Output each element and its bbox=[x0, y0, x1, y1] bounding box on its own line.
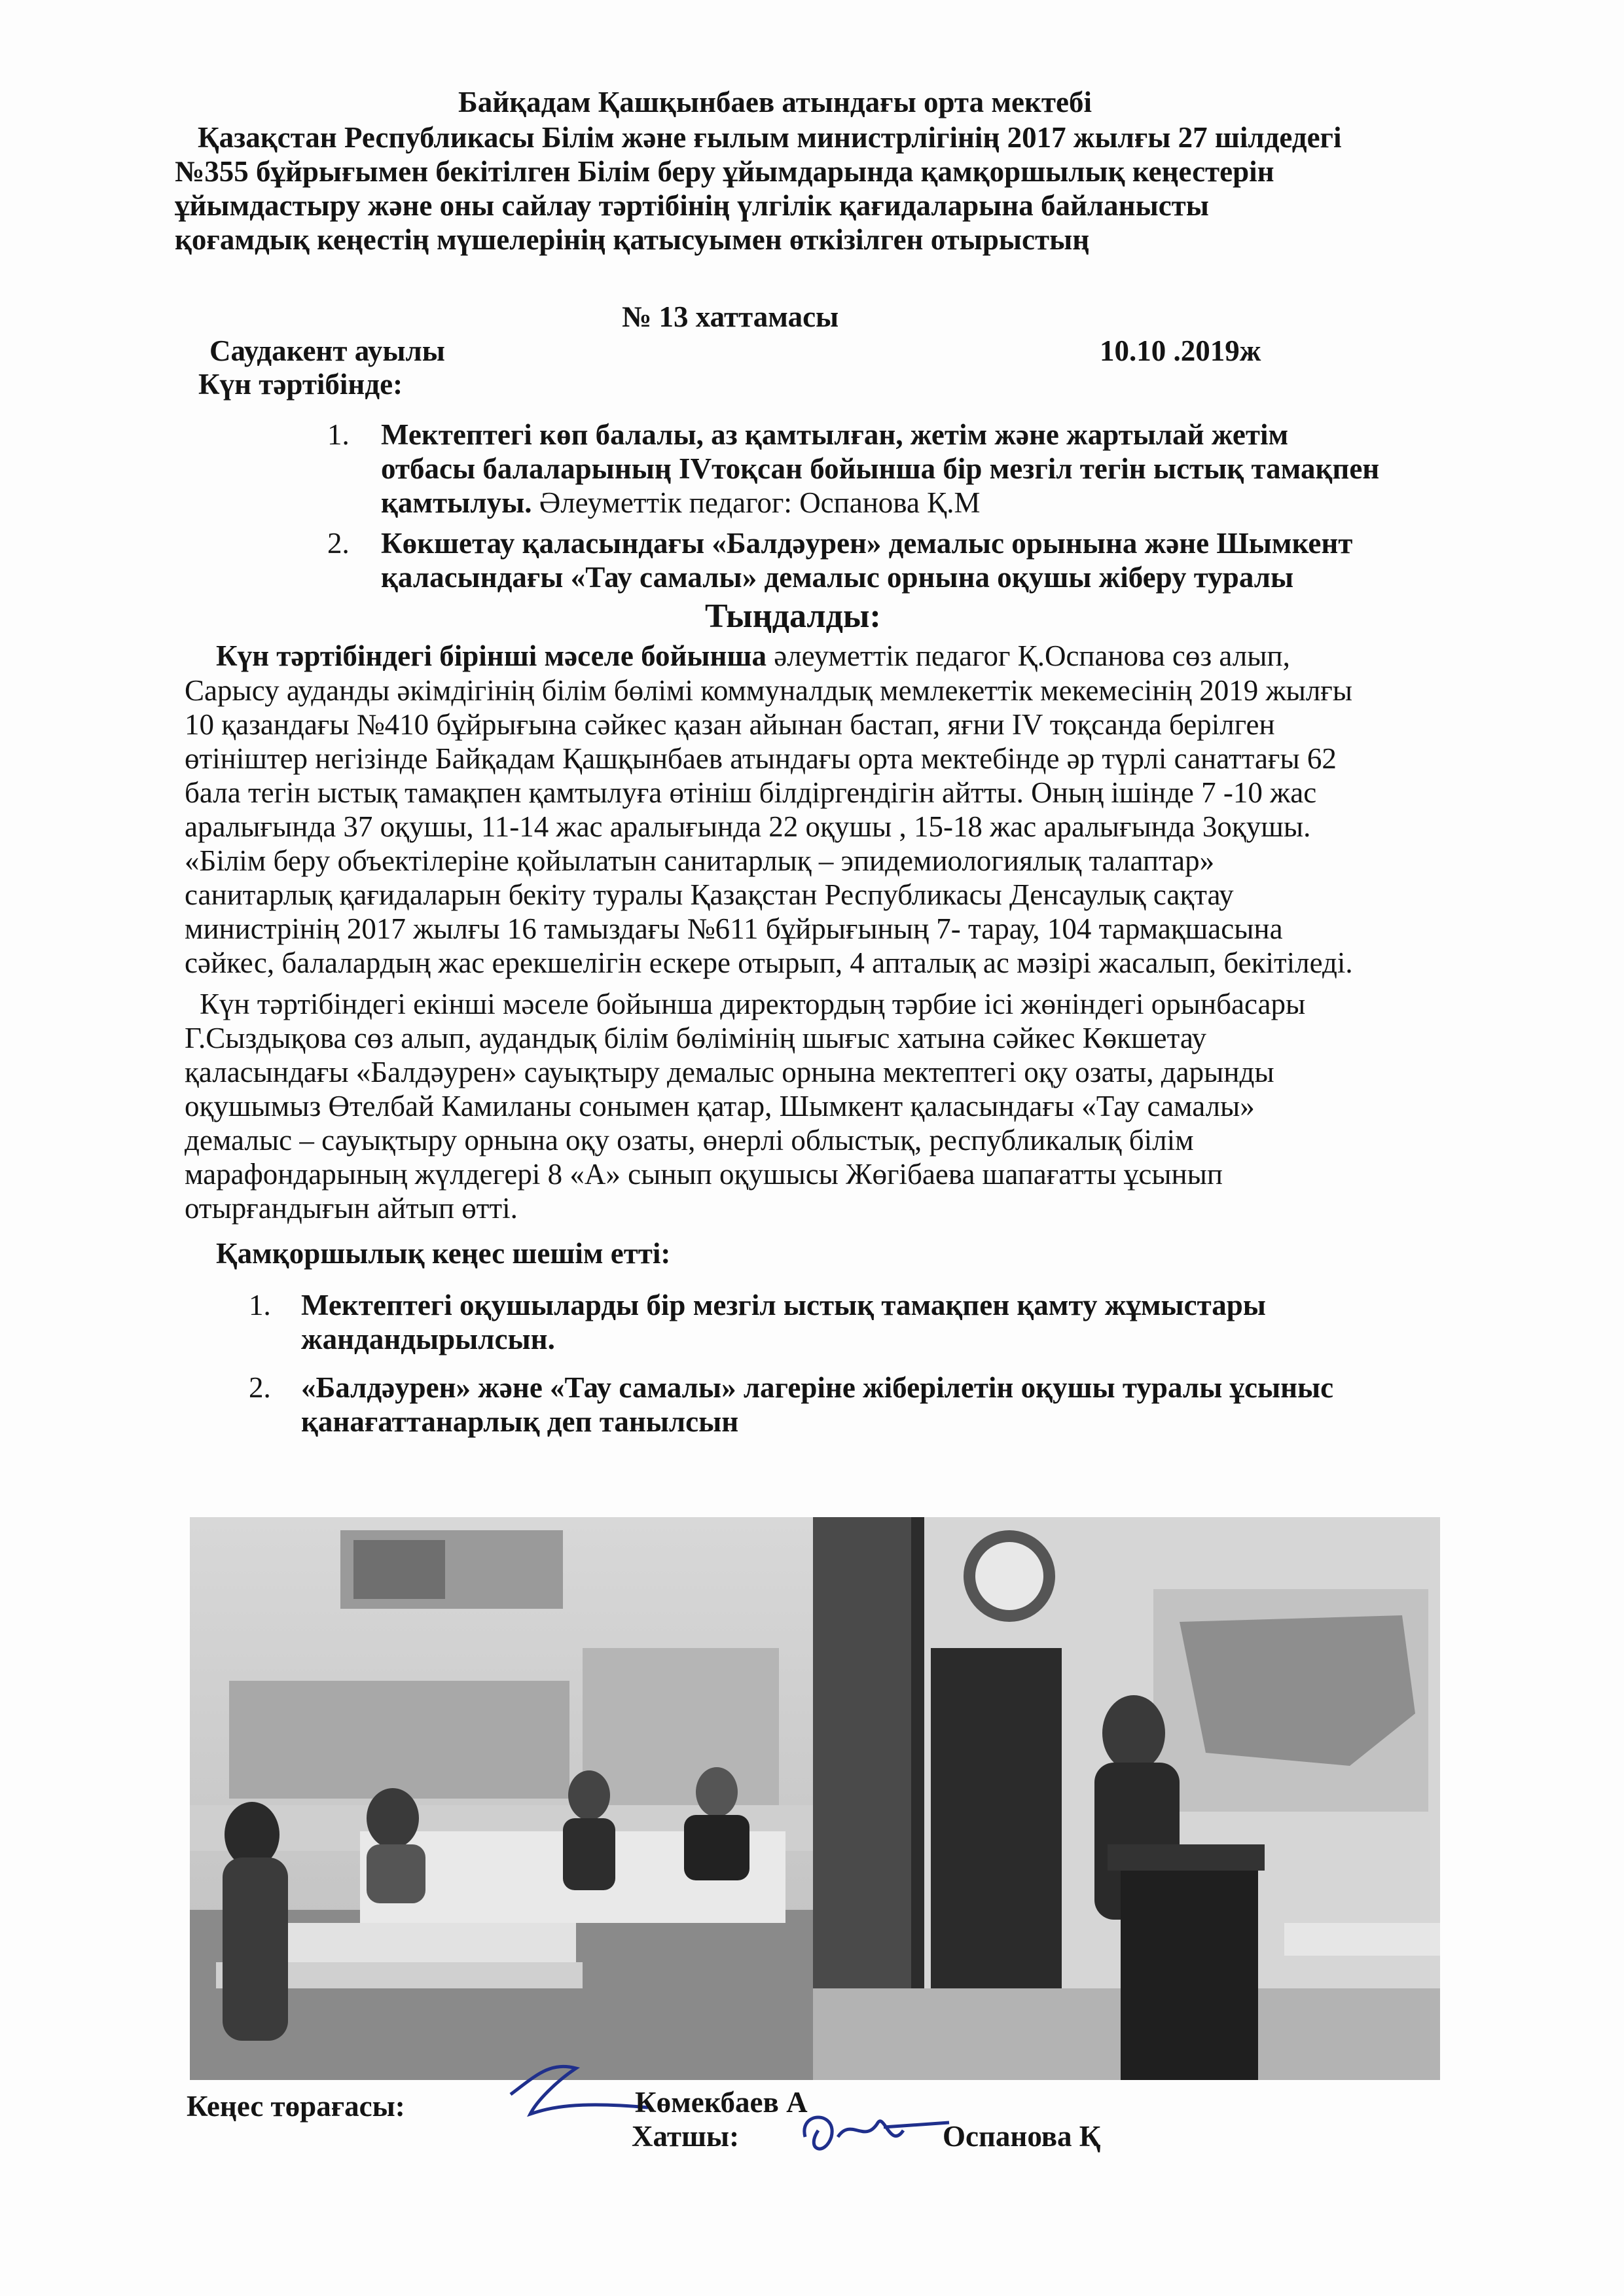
heard-p1-line: өтініштер негізінде Байқадам Қашқынбаев атындағы орта мектебінде әр түрлі санаттағы 62 bbox=[185, 742, 1337, 775]
heard-p2-line: отырғандығын айтып өтті. bbox=[185, 1192, 518, 1225]
header-line-4: қоғамдық кеңестің мүшелерінің қатысуымен өткізілген отырыстың bbox=[175, 223, 1090, 256]
decision-item-2-number: 2. bbox=[249, 1371, 271, 1404]
secretary-signature bbox=[792, 2098, 962, 2163]
header-line-1: Қазақстан Республикасы Білім және ғылым министрлігінің 2017 жылғы 27 шілдедегі bbox=[198, 121, 1342, 154]
heard-p1-line: санитарлық қағидаларын бекіту туралы Қазақстан Республикасы Денсаулық сақтау bbox=[185, 878, 1234, 911]
school-name: Байқадам Қашқынбаев атындағы орта мектебі bbox=[458, 86, 1092, 118]
decision-heading: Қамқоршылық кеңес шешім етті: bbox=[216, 1237, 671, 1270]
heard-p1-bold: Күн тәртібіндегі бірінші мәселе бойынша bbox=[216, 639, 767, 672]
heard-p2-line: демалыс – сауықтыру орнына оқу озаты, өнерлі облыстық, республикалық білім bbox=[185, 1124, 1194, 1157]
heard-p1-line: министрінің 2017 жылғы 16 тамыздағы №611 бұйрығының 7- тарау, 104 тармақшасына bbox=[185, 912, 1283, 945]
place: Саудакент ауылы bbox=[209, 334, 445, 367]
agenda-heading: Күн тәртібінде: bbox=[198, 368, 403, 401]
heard-p2-line: Күн тәртібіндегі екінші мәселе бойынша директордың тәрбие ісі жөніндегі орынбасары bbox=[200, 988, 1306, 1020]
agenda-item-2-line-1: Көкшетау қаласындағы «Балдәурен» демалыс орынына және Шымкент bbox=[381, 527, 1353, 560]
meeting-photo-right bbox=[813, 1517, 1440, 2080]
heard-p1-line: Сарысу ауданды әкімдігінің білім бөлімі коммуналдық мемлекеттік мекемесінің 2019 жылғы bbox=[185, 674, 1352, 707]
chair-name: Көмекбаев А bbox=[635, 2086, 808, 2119]
agenda-item-1-speaker: Әлеуметтік педагог: Оспанова Қ.М bbox=[532, 486, 981, 519]
agenda-item-1-line-3 bbox=[381, 488, 980, 518]
meeting-photo-right-image bbox=[813, 1517, 1440, 2080]
agenda-item-1-line-2: отбасы балаларының IVтоқсан бойынша бір мезгіл тегін ыстық тамақпен bbox=[381, 452, 1380, 485]
agenda-item-1-bold-word: қамтылуы. bbox=[381, 486, 532, 519]
agenda-item-1-number: 1. bbox=[327, 418, 350, 451]
heard-p2-line: Г.Сыздықова сөз алып, аудандық білім бөлімінің шығыс хатына сәйкес Көкшетау bbox=[185, 1022, 1207, 1054]
header-line-3: ұйымдастыру және оны сайлау тәртібінің үлгілік қағидаларына байланысты bbox=[175, 189, 1209, 222]
date: 10.10 .2019ж bbox=[1100, 334, 1261, 367]
heard-p2-line: қаласындағы «Балдәурен» сауықтыру демалыс орнына мектептегі оқу озаты, дарынды bbox=[185, 1056, 1274, 1088]
decision-item-1-line-2: жандандырылсын. bbox=[301, 1323, 555, 1355]
protocol-title: № 13 хаттамасы bbox=[622, 300, 839, 333]
meeting-photo-left bbox=[190, 1517, 813, 2080]
decision-item-2-line-1: «Балдәурен» және «Тау самалы» лагеріне жіберілетін оқушы туралы ұсыныс bbox=[301, 1371, 1334, 1404]
meeting-photos bbox=[190, 1517, 1440, 2080]
heard-p1-line: «Білім беру объектілеріне қойылатын санитарлық – эпидемиологиялық талаптар» bbox=[185, 844, 1215, 877]
heard-p1-line: бала тегін ыстық тамақпен қамтылуға өтініш білдіргендігін айтты. Оның ішінде 7 -10 жас bbox=[185, 776, 1317, 809]
heard-p2-line: марафондарының жүлдегері 8 «А» сынып оқушысы Жөгібаева шапағатты ұсынып bbox=[185, 1158, 1223, 1191]
meeting-photo-left-image bbox=[190, 1517, 813, 2080]
heard-p2-line: оқушымыз Өтелбай Камиланы сонымен қатар, Шымкент қаласындағы «Тау самалы» bbox=[185, 1090, 1255, 1122]
agenda-item-2-number: 2. bbox=[327, 527, 350, 560]
heard-p1-rest: әлеуметтік педагог Қ.Оспанова сөз алып, bbox=[766, 639, 1290, 672]
heard-p1-line: 10 қазандағы №410 бұйрығына сәйкес қазан айынан бастап, яғни IV тоқсанда берілген bbox=[185, 708, 1275, 741]
secretary-label: Хатшы: bbox=[632, 2120, 740, 2153]
agenda-item-1-line-1: Мектептегі көп балалы, аз қамтылған, жетім және жартылай жетім bbox=[381, 418, 1289, 451]
chair-label: Кеңес төрағасы: bbox=[187, 2090, 405, 2123]
decision-item-1-number: 1. bbox=[249, 1289, 271, 1321]
secretary-name: Оспанова Қ bbox=[943, 2120, 1101, 2153]
heard-p1-line: аралығында 37 оқушы, 11-14 жас аралығында 22 оқушы , 15-18 жас аралығында 3оқушы. bbox=[185, 810, 1311, 843]
decision-item-1-line-1: Мектептегі оқушыларды бір мезгіл ыстық тамақпен қамту жұмыстары bbox=[301, 1289, 1266, 1321]
agenda-item-2-line-2: қаласындағы «Тау самалы» демалыс орнына оқушы жіберу туралы bbox=[381, 561, 1294, 594]
heard-heading: Тыңдалды: bbox=[705, 598, 881, 635]
heard-p1-line: сәйкес, балалардың жас ерекшелігін ескере отырып, 4 апталық ас мәзірі жасалып, бекітіледі. bbox=[185, 946, 1353, 979]
decision-item-2-line-2: қанағаттанарлық деп танылсын bbox=[301, 1405, 739, 1438]
heard-p1-first-line bbox=[216, 641, 1290, 671]
header-line-2: №355 бұйрығымен бекітілген Білім беру ұйымдарында қамқоршылық кеңестерін bbox=[175, 155, 1274, 188]
